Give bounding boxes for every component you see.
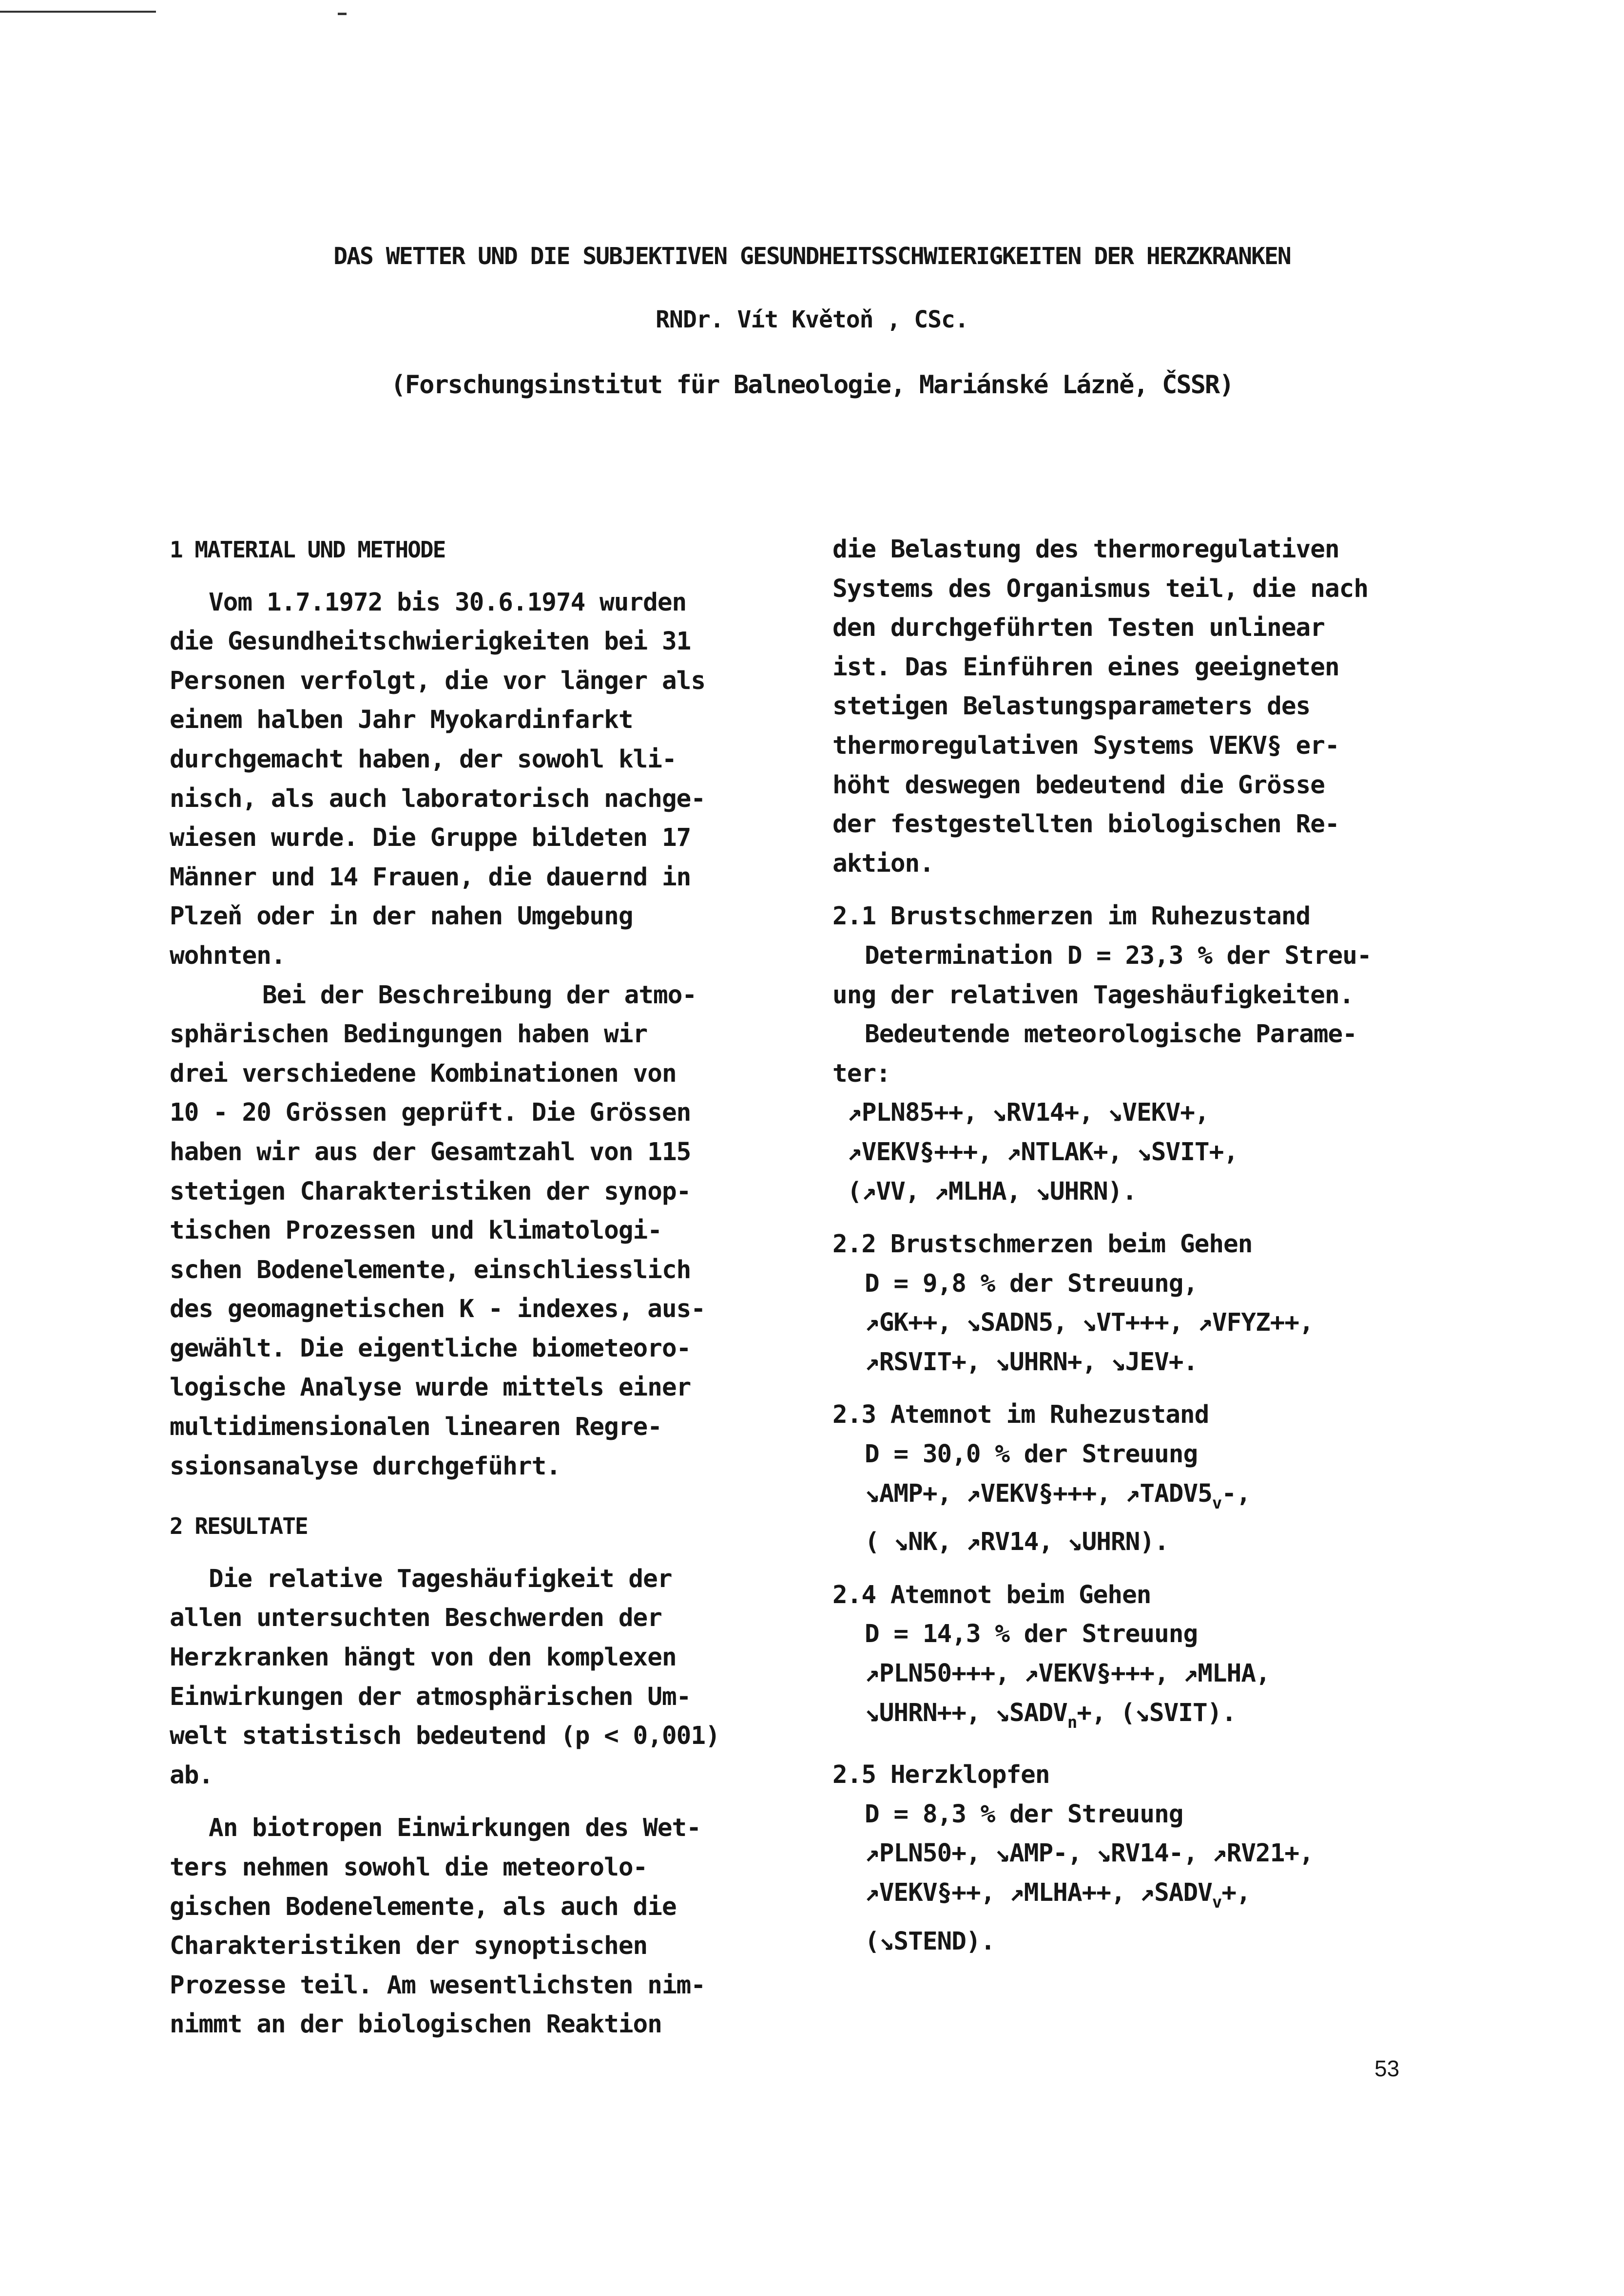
text-line: gewählt. Die eigentliche biometeoro- [170,1334,691,1363]
parameter-line: ↗PLN50+, ↘AMP-, ↘RV14-, ↗RV21+, [865,1839,1314,1868]
parameter-text: -, [1221,1479,1251,1508]
text-line: gischen Bodenelemente, als auch die [170,1892,677,1921]
subscript: v [1212,1893,1222,1912]
subscript: n [1067,1712,1077,1732]
affiliation-line: (Forschungsinstitut für Balneologie, Mariánské Lázně, ČSSR) [390,370,1234,400]
parameter-text: ↗VEKV§++, ↗MLHA++, ↗SADV [865,1878,1212,1907]
text-line: ung der relativen Tageshäufigkeiten. [832,980,1354,1010]
parameter-line: ↗GK++, ↘SADN5, ↘VT+++, ↗VFYZ++, [865,1308,1314,1338]
text-line: sphärischen Bedingungen haben wir [170,1020,648,1049]
paragraph-resultate-2 [170,1809,818,2045]
text-line: ters nehmen sowohl die meteorolo- [170,1853,648,1882]
text-line: stetigen Charakteristiken der synop- [170,1177,691,1206]
text-line: ab. [170,1760,213,1790]
text-line: D = 14,3 % der Streuung [865,1620,1198,1649]
text-line: Personen verfolgt, die vor länger als [170,666,706,695]
text-line: welt statistisch bedeutend (p < 0,001) [170,1722,720,1751]
text-line: wiesen wurde. Die Gruppe bildeten 17 [170,823,691,853]
section-heading-material: 1 MATERIAL UND METHODE [170,536,445,563]
text-line: haben wir aus der Gesamtzahl von 115 [170,1137,691,1167]
text-line: die Belastung des thermoregulativen [832,535,1339,564]
parameter-line: ↗RSVIT+, ↘UHRN+, ↘JEV+. [865,1347,1198,1377]
result-heading: 2.1 Brustschmerzen im Ruhezustand [832,902,1311,931]
page-number: 53 [1374,2056,1400,2081]
result-heading: 2.3 Atemnot im Ruhezustand [832,1400,1209,1430]
parameter-text: ↘AMP+, ↗VEKV§+++, ↗TADV5 [865,1479,1212,1508]
paragraph-material-2 [170,976,818,1487]
subscript: v [1212,1493,1222,1513]
text-line: einem halben Jahr Myokardinfarkt [170,706,633,735]
scan-edge-mark [0,11,156,13]
result-2-5 [832,1756,1451,1961]
right-column [832,530,1451,1961]
text-line: Bei der Beschreibung der atmo- [262,980,697,1010]
text-line: tischen Prozessen und klimatologi- [170,1216,662,1245]
paragraph-thermoregulation [832,530,1451,883]
text-line: wohnten. [170,941,286,970]
result-heading: 2.2 Brustschmerzen beim Gehen [832,1230,1253,1259]
text-line: logische Analyse wurde mittels einer [170,1373,691,1402]
parameter-line [832,1474,1451,1523]
text-line: stetigen Belastungsparameters des [832,692,1311,721]
parameter-line [832,1694,1451,1742]
parameter-line: ↗PLN50+++, ↗VEKV§+++, ↗MLHA, [865,1659,1270,1688]
text-line: Herzkranken hängt von den komplexen [170,1643,677,1672]
result-2-1 [832,897,1451,1211]
paragraph-resultate-1 [170,1560,818,1796]
result-2-3 [832,1396,1451,1562]
text-line: Determination D = 23,3 % der Streu- [865,941,1372,970]
text-line: D = 8,3 % der Streuung [865,1799,1183,1829]
text-line: nisch, als auch laboratorisch nachge- [170,784,706,813]
text-line: D = 9,8 % der Streuung, [865,1269,1198,1298]
text-line: der festgestellten biologischen Re- [832,810,1339,839]
parameter-line: ↗PLN85++, ↘RV14+, ↘VEKV+, [847,1098,1209,1128]
document-title: DAS WETTER UND DIE SUBJEKTIVEN GESUNDHEITSSCHWIERIGKEITEN DER HERZKRANKEN [333,243,1291,270]
parameter-line: ↗VEKV§+++, ↗NTLAK+, ↘SVIT+, [847,1137,1238,1167]
text-line: die Gesundheitschwierigkeiten bei 31 [170,627,691,656]
parameter-text: +, (↘SVIT). [1077,1698,1237,1727]
text-line: drei verschiedene Kombinationen von [170,1059,677,1088]
text-line: des geomagnetischen K - indexes, aus- [170,1295,706,1324]
text-line: den durchgeführten Testen unlinear [832,613,1325,643]
text-line: 10 - 20 Grössen geprüft. Die Grössen [170,1098,691,1128]
parameter-line: ( ↘NK, ↗RV14, ↘UHRN). [865,1528,1169,1557]
parameter-text: ↘UHRN++, ↘SADV [865,1698,1067,1727]
text-line: höht deswegen bedeutend die Grösse [832,770,1325,800]
scan-dust-mark [338,13,347,15]
text-line: Charakteristiken der synoptischen [170,1932,648,1961]
text-line: Vom 1.7.1972 bis 30.6.1974 wurden [209,588,687,617]
text-line: allen untersuchten Beschwerden der [170,1604,662,1633]
text-line: multidimensionalen linearen Regre- [170,1413,662,1442]
result-heading: 2.5 Herzklopfen [832,1760,1050,1790]
text-line: ist. Das Einführen eines geeigneten [832,652,1339,682]
text-line: Plzeň oder in der nahen Umgebung [170,902,633,931]
section-heading-resultate: 2 RESULTATE [170,1513,308,1540]
text-line: Männer und 14 Frauen, die dauernd in [170,862,691,892]
parameter-text: +, [1221,1878,1251,1907]
text-line: nimmt an der biologischen Reaktion [170,2010,662,2039]
text-line: schen Bodenelemente, einschliesslich [170,1255,691,1284]
result-2-4 [832,1576,1451,1742]
result-2-2 [832,1225,1451,1382]
text-line: ssionsanalyse durchgeführt. [170,1452,561,1481]
text-line: Bedeutende meteorologische Parame- [865,1020,1357,1049]
parameter-line: (↘STEND). [865,1927,995,1956]
text-line: D = 30,0 % der Streuung [865,1440,1198,1469]
text-line: durchgemacht haben, der sowohl kli- [170,745,677,774]
text-line: An biotropen Einwirkungen des Wet- [209,1814,701,1843]
text-line: Einwirkungen der atmosphärischen Um- [170,1682,691,1711]
author-line: RNDr. Vít Květoň , CSc. [656,306,968,333]
text-line: Prozesse teil. Am wesentlichsten nim- [170,1971,706,2000]
left-column [170,530,818,2045]
text-line: aktion. [832,849,934,878]
text-line: thermoregulativen Systems VEKV§ er- [832,731,1339,760]
parameter-line [832,1874,1451,1922]
text-line: Systems des Organismus teil, die nach [832,574,1369,603]
text-line: ter: [832,1059,890,1088]
paragraph-material-1 [170,583,818,976]
parameter-line: (↗VV, ↗MLHA, ↘UHRN). [847,1177,1137,1206]
text-line: Die relative Tageshäufigkeit der [209,1564,672,1593]
result-heading: 2.4 Atemnot beim Gehen [832,1580,1151,1609]
